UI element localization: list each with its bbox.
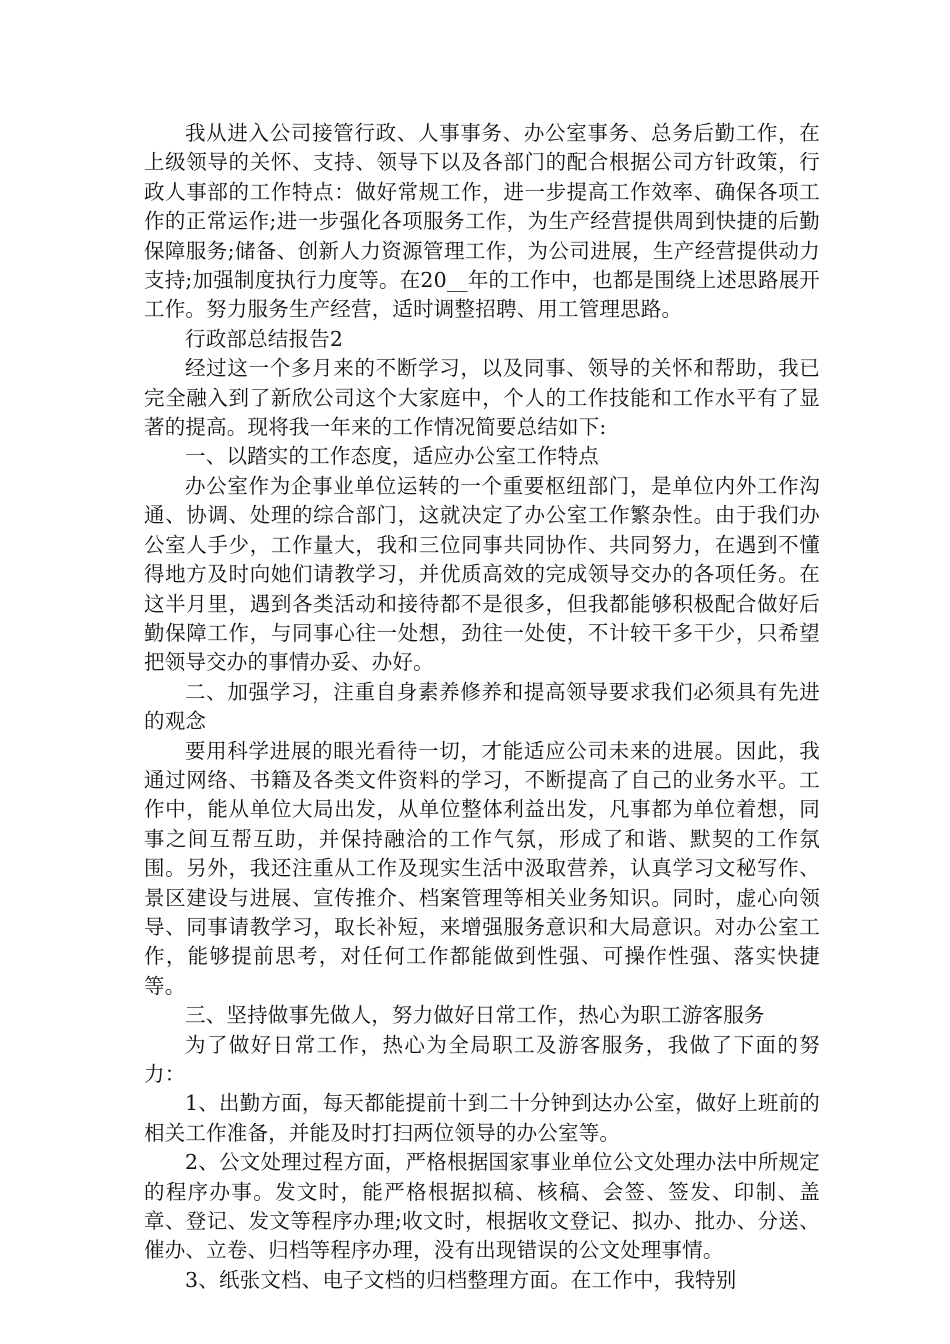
paragraph-section-1: 办公室作为企事业单位运转的一个重要枢纽部门，是单位内外工作沟通、协调、处理的综合部门，这就决定了办公室工作繁杂性。由于我们办公室人手少，工作量大，我和三位同事共同协作、共同努力，在遇到不懂得地方及时向她们请教学习，并优质高效的完成领导交办的各项任务。在这半月里，遇到各类活动和接待都不是很多，但我都能够积极配合做好后勤保障工作，与同事心往一处想，劲往一处使，不计较干多干少，只希望把领导交办的事情办妥、办好。 xyxy=(144,473,820,675)
list-item-archiving: 3、纸张文档、电子文档的归档整理方面。在工作中，我特别 xyxy=(185,1267,737,1292)
section-heading-2: 二、加强学习，注重自身素养修养和提高领导要求我们必须具有先进的观念 xyxy=(144,679,820,734)
paragraph-intro: 我从进入公司接管行政、人事事务、办公室事务、总务后勤工作，在上级领导的关怀、支持、领导下以及各部门的配合根据公司方针政策，行政人事部的工作特点：做好常规工作，进一步提高工作效率、确保各项工作的正常运作;进一步强化各项服务工作，为生产经营提供周到快捷的后勤保障服务;储备、创新人力资源管理工作，为公司进展，生产经营提供动力支持;加强制度执行力度等。在20__年的工作中，也都是围绕上述思路展开工作。努力服务生产经营，适时调整招聘、用工管理思路。 xyxy=(144,121,820,322)
list-item-document-processing: 2、公文处理过程方面，严格根据国家事业单位公文处理办法中所规定的程序办事。发文时，能严格根据拟稿、核稿、会签、签发、印制、盖章、登记、发文等程序办理;收文时，根据收文登记、拟办、批办、分送、催办、立卷、归档等程序办理，没有出现错误的公文处理事情。 xyxy=(144,1150,820,1263)
paragraph-summary-intro: 经过这一个多月来的不断学习，以及同事、领导的关怀和帮助，我已完全融入到了新欣公司这个大家庭中，个人的工作技能和工作水平有了显著的提高。现将我一年来的工作情况简要总结如下: xyxy=(144,356,820,440)
section-heading-1: 一、以踏实的工作态度，适应办公室工作特点 xyxy=(185,444,599,469)
section-heading-3: 三、坚持做事先做人，努力做好日常工作，热心为职工游客服务 xyxy=(185,1003,765,1028)
report-heading: 行政部总结报告2 xyxy=(185,326,344,351)
list-item-attendance: 1、出勤方面，每天都能提前十到二十分钟到达办公室，做好上班前的相关工作准备，并能及时打扫两位领导的办公室等。 xyxy=(144,1091,820,1145)
document-page xyxy=(144,119,820,1295)
paragraph-section-3-intro: 为了做好日常工作，热心为全局职工及游客服务，我做了下面的努力： xyxy=(144,1032,820,1086)
paragraph-section-2: 要用科学进展的眼光看待一切，才能适应公司未来的进展。因此，我通过网络、书籍及各类文件资料的学习，不断提高了自己的业务水平。工作中，能从单位大局出发，从单位整体利益出发，凡事都为单位着想，同事之间互帮互助，并保持融洽的工作气氛，形成了和谐、默契的工作氛围。另外，我还注重从工作及现实生活中汲取营养，认真学习文秘写作、景区建设与进展、宣传推介、档案管理等相关业务知识。同时，虚心向领导、同事请教学习，取长补短，来增强服务意识和大局意识。对办公室工作，能够提前思考，对任何工作都能做到性强、可操作性强、落实快捷等。 xyxy=(144,738,820,998)
